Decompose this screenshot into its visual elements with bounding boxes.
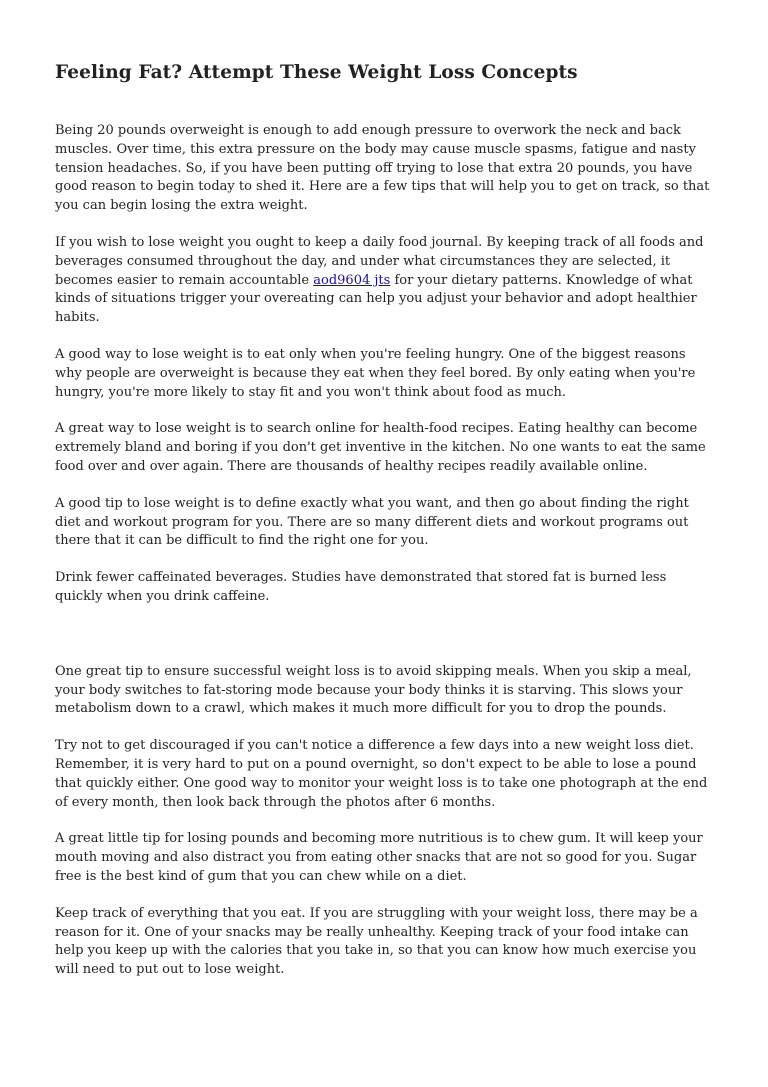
- aod9604-link[interactable]: aod9604 jts: [313, 272, 391, 288]
- paragraph-define-goals: A good tip to lose weight is to define exactly what you want, and then go about finding the right diet and workout program for you. There are so many different diets and workout programs out there that it can be difficult to find the right one for you.: [55, 495, 689, 549]
- article-body: [55, 122, 715, 998]
- paragraph-health-food-recipes: A great way to lose weight is to search online for health-food recipes. Eating healthy can become extremely bland and boring if you don't get inventive in the kitchen. No one wants to eat the same food over and over again. There are thousands of healthy recipes readily available online.: [55, 421, 706, 474]
- paragraph-caffeine: Drink fewer caffeinated beverages. Studies have demonstrated that stored fat is burned less quickly when you drink caffeine.: [55, 570, 667, 604]
- paragraph-food-journal-text-after: for your dietary patterns. Knowledge of what kinds of situations trigger your overeating can help you adjust your behavior and adopt healthier habits.: [55, 272, 697, 326]
- page-title: Feeling Fat? Attempt These Weight Loss Concepts: [55, 62, 578, 83]
- paragraph-chew-gum: A great little tip for losing pounds and becoming more nutritious is to chew gum. It will keep your mouth moving and also distract you from eating other snacks that are not so good for you. Sugar free is the best kind of gum that you can chew while on a diet.: [55, 831, 703, 884]
- paragraph-discouraged: Try not to get discouraged if you can't notice a difference a few days into a new weight loss diet. Remember, it is very hard to put on a pound overnight, so don't expect to be able to lose a pound that quickly either. One good way to monitor your weight loss is to take one photograph at the end of every month, then look back through the photos after 6 months.: [55, 738, 708, 810]
- paragraph-intro: Being 20 pounds overweight is enough to add enough pressure to overwork the neck and back muscles. Over time, this extra pressure on the body may cause muscle spasms, fatigue and nasty tension headaches. So, if you have been putting off trying to lose that extra 20 pounds, you have good reason to begin today to shed it. Here are a few tips that will help you to get on track, so that you can begin losing the extra weight.: [55, 123, 710, 214]
- paragraph-skipping-meals: One great tip to ensure successful weight loss is to avoid skipping meals. When you skip a meal, your body switches to fat-storing mode because your body thinks it is starving. This slows your metabolism down to a crawl, which makes it much more difficult for you to drop the pounds.: [55, 663, 692, 717]
- paragraph-food-journal-text-before: If you wish to lose weight you ought to keep a daily food journal. By keeping track of all foods and beverages consumed throughout the day, and under what circumstances they are selected, it becomes easier to remain accountable: [55, 234, 704, 288]
- paragraph-food-journal: [55, 234, 715, 328]
- paragraph-keep-track: Keep track of everything that you eat. If you are struggling with your weight loss, there may be a reason for it. One of your snacks may be really unhealthy. Keeping track of your food intake can help you keep up with the calories that you take in, so that you can know how much exercise you will need to put out to lose weight.: [55, 905, 698, 978]
- paragraph-eat-when-hungry: A good way to lose weight is to eat only when you're feeling hungry. One of the biggest reasons why people are overweight is because they eat when they feel bored. By only eating when you're hungry, you're more likely to stay fit and you won't think about food as much.: [55, 346, 696, 400]
